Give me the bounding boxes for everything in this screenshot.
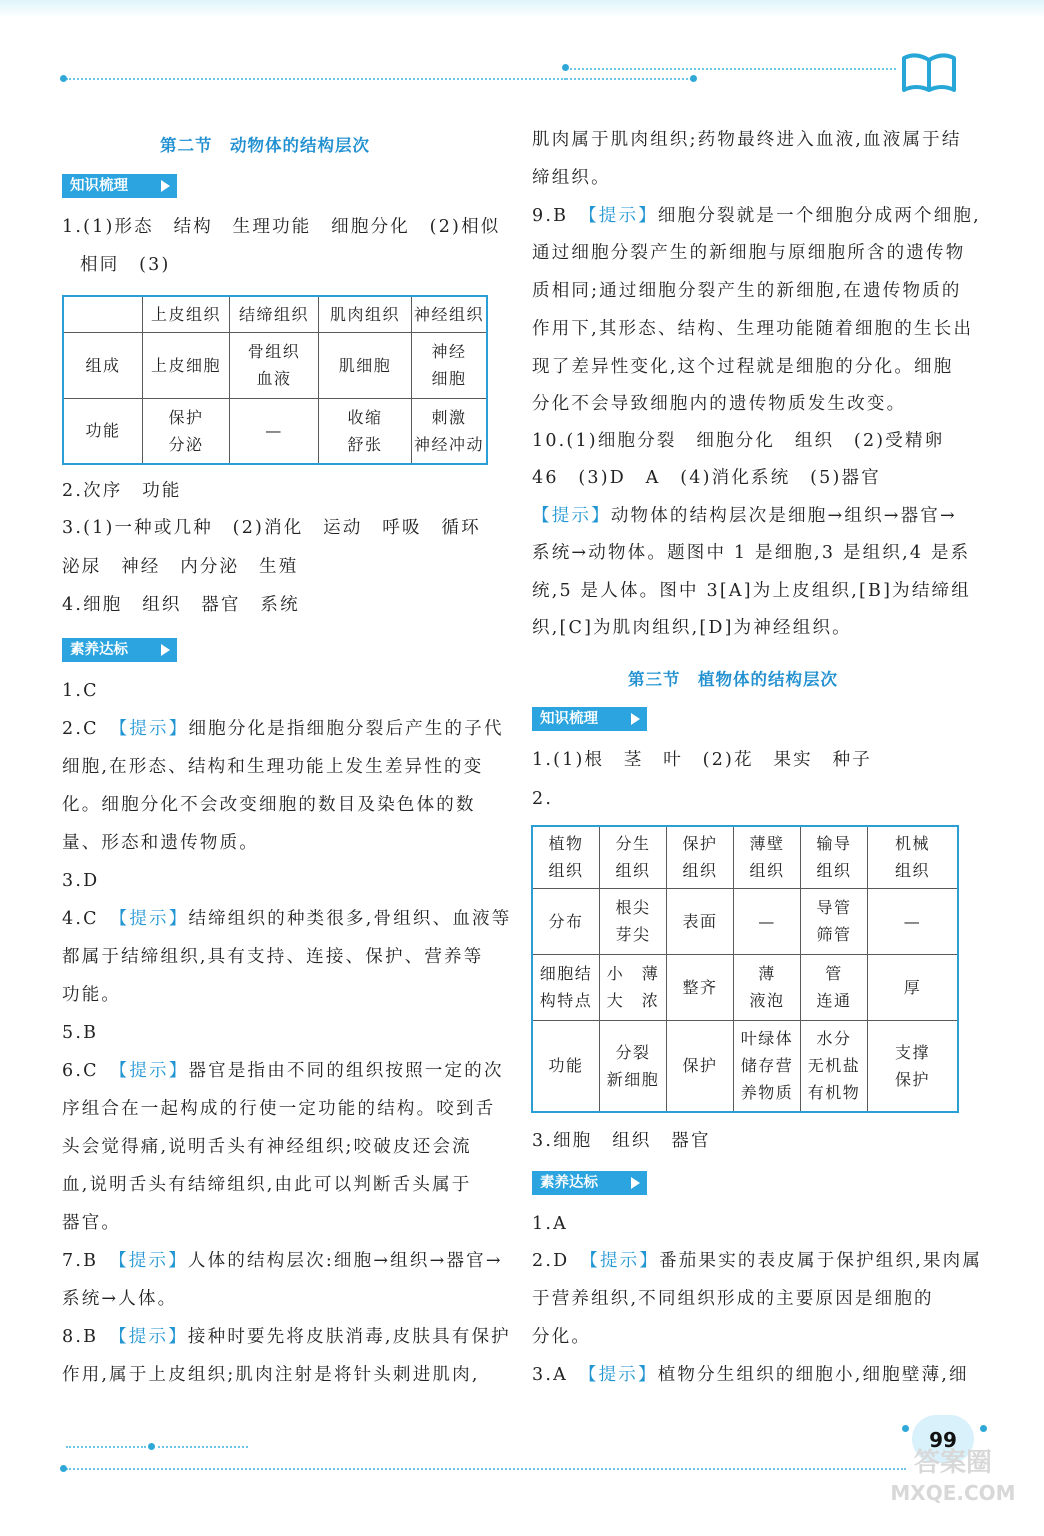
cell-line: 组织 — [816, 861, 852, 881]
cell-line: 筛管 — [816, 925, 852, 944]
hint-tag: 【提示】 — [118, 719, 189, 739]
answer-line: 分化。 — [532, 1327, 592, 1347]
watermark-logo — [868, 1448, 1038, 1528]
table-cell: 上皮组织 — [143, 296, 230, 332]
cell-line: 水分 — [816, 1029, 852, 1049]
banner-practice — [532, 1171, 647, 1195]
cell-line: 组织 — [894, 861, 930, 881]
answer-number: 9.B — [532, 206, 588, 226]
answer-line: 作用下,其形态、结构、生理功能随着细胞的生长出 — [532, 319, 974, 339]
table-cell — [801, 888, 868, 954]
answer-line: 质相同;通过细胞分裂产生的新细胞,在遗传物质的 — [532, 281, 962, 301]
cell-line: 分泌 — [168, 434, 204, 454]
header-dotted-line-left — [66, 78, 566, 80]
header-dotted-line-mid — [566, 78, 696, 80]
cell-line: 分生 — [615, 834, 651, 854]
cell-line: 细胞 — [431, 369, 467, 388]
table-cell: — — [230, 398, 319, 464]
answer-number: 7.B — [62, 1251, 118, 1271]
hint-tag: 【提示】 — [532, 506, 611, 526]
watermark-line: MXQE.COM — [890, 1481, 1016, 1505]
cell-line: 保护 — [682, 834, 718, 854]
answer-text: 番茄果实的表皮属于保护组织,果肉属 — [659, 1251, 983, 1271]
cell-line: 组织 — [548, 861, 584, 881]
cell-line: 输导 — [816, 834, 852, 854]
answer-line: 序组合在一起构成的行使一定功能的结构。咬到舌 — [62, 1099, 496, 1119]
hint-tag: 【提示】 — [118, 1061, 189, 1081]
answer-line — [62, 718, 504, 740]
answer-text: 植物分生组织的细胞小,细胞壁薄,细 — [657, 1365, 969, 1385]
answer-line: 3.D — [62, 871, 100, 891]
table-cell — [230, 332, 319, 398]
cell-line: 芽尖 — [615, 925, 651, 944]
table-cell — [801, 954, 868, 1020]
animal-tissue-table — [62, 295, 488, 465]
plant-tissue-table — [531, 825, 959, 1113]
answer-text: 人体的结构层次:细胞→组织→器官→ — [187, 1251, 503, 1271]
answer-number: 8.B — [62, 1327, 118, 1347]
table-cell: 肌肉组织 — [319, 296, 412, 332]
table-cell — [600, 888, 667, 954]
table-cell — [667, 826, 734, 888]
hint-tag: 【提示】 — [587, 206, 658, 226]
cell-line: 根尖 — [615, 898, 651, 917]
table-cell — [868, 826, 959, 888]
play-triangle-icon — [631, 1177, 640, 1189]
table-cell — [734, 954, 801, 1020]
table-cell — [63, 296, 143, 332]
answer-line — [62, 1250, 503, 1272]
answer-number: 2.C — [62, 719, 119, 739]
table-cell — [532, 954, 600, 1020]
table-cell: 上皮细胞 — [143, 332, 230, 398]
cell-line: 保护 — [168, 407, 204, 427]
cell-line: 细胞结 — [539, 964, 593, 983]
cell-line: 导管 — [816, 898, 852, 917]
cell-line: 大 浓 — [606, 991, 660, 1010]
banner-practice — [62, 638, 177, 662]
cell-line: 小 薄 — [606, 964, 660, 983]
answer-line: 2. — [532, 789, 554, 809]
table-cell — [734, 1020, 801, 1112]
answer-line: 1.(1)根 茎 叶 (2)花 果实 种子 — [532, 750, 872, 770]
cell-line: 神经 — [431, 342, 467, 361]
cell-line: 组织 — [682, 861, 718, 881]
footer-dotted-line — [158, 1446, 248, 1448]
cell-line: 血液 — [256, 369, 292, 388]
hint-tag: 【提示】 — [589, 1251, 660, 1271]
answer-number: 4.C — [62, 909, 119, 929]
cell-line: 分裂 — [615, 1042, 651, 1062]
cell-line: 组织 — [749, 861, 785, 881]
answer-line — [532, 205, 981, 227]
footer-dotted-line-long — [66, 1468, 906, 1470]
answer-line: 织,[C]为肌肉组织,[D]为神经组织。 — [532, 618, 852, 638]
table-cell: 保护 — [667, 1020, 734, 1112]
table-cell — [143, 398, 230, 464]
table-cell: 厚 — [868, 954, 959, 1020]
table-cell: 分布 — [532, 888, 600, 954]
answer-line: 1.A — [532, 1214, 568, 1234]
cell-line: 液泡 — [749, 991, 785, 1010]
answer-line: 2.次序 功能 — [62, 481, 182, 501]
table-cell — [868, 1020, 959, 1112]
cell-line: 骨组织 — [247, 342, 301, 361]
cell-line: 支撑 — [894, 1042, 930, 1062]
answer-line: 46 (3)D A (4)消化系统 (5)器官 — [532, 468, 881, 488]
cell-line: 连通 — [816, 991, 852, 1010]
answer-line: 血,说明舌头有结缔组织,由此可以判断舌头属于 — [62, 1175, 472, 1195]
play-triangle-icon — [161, 180, 170, 192]
header-dot — [60, 75, 67, 82]
cell-line: 薄 — [758, 964, 776, 983]
cell-line: 有机物 — [807, 1083, 861, 1103]
cell-line: 构特点 — [539, 991, 593, 1010]
answer-line: 细胞,在形态、结构和生理功能上发生差异性的变 — [62, 757, 484, 777]
answer-line: 分化不会导致细胞内的遗传物质发生改变。 — [532, 394, 907, 414]
answer-line — [62, 908, 511, 930]
answer-line: 系统→人体。 — [62, 1289, 178, 1309]
table-cell — [600, 1020, 667, 1112]
answer-line — [62, 1060, 504, 1082]
header-dot — [562, 64, 569, 71]
table-cell: 神经组织 — [412, 296, 488, 332]
answer-text: 细胞分化是指细胞分裂后产生的子代 — [188, 719, 504, 739]
answer-line: 4.细胞 组织 器官 系统 — [62, 595, 300, 615]
table-cell — [600, 954, 667, 1020]
cell-line: 保护 — [894, 1069, 930, 1089]
table-cell — [801, 826, 868, 888]
table-cell — [532, 826, 600, 888]
footer-dotted-line — [66, 1446, 146, 1448]
cell-line: 收缩 — [347, 407, 383, 427]
answer-line: 器官。 — [62, 1213, 122, 1233]
open-book-icon — [900, 50, 958, 94]
table-cell: 整齐 — [667, 954, 734, 1020]
cell-line: 新细胞 — [606, 1069, 660, 1089]
cell-line: 舒张 — [347, 434, 383, 454]
table-cell — [734, 826, 801, 888]
answer-line: 相同 (3) — [80, 255, 171, 275]
answer-line: 3.(1)一种或几种 (2)消化 运动 呼吸 循环 — [62, 518, 481, 538]
top-band — [0, 0, 1044, 18]
answer-text: 动物体的结构层次是细胞→组织→器官→ — [610, 506, 957, 526]
footer-dot — [902, 1425, 909, 1432]
page-number: 99 — [912, 1415, 974, 1463]
answer-line: 头会觉得痛,说明舌头有神经组织;咬破皮还会流 — [62, 1137, 472, 1157]
section-title: 第三节 植物体的结构层次 — [628, 670, 838, 689]
cell-line: 植物 — [548, 834, 584, 854]
table-cell: — — [734, 888, 801, 954]
cell-line: 薄壁 — [749, 834, 785, 854]
table-cell: 功能 — [63, 398, 143, 464]
banner-label: 知识梳理 — [70, 178, 128, 194]
answer-number: 3.A — [532, 1365, 588, 1385]
answer-line — [532, 1250, 982, 1272]
table-cell: — — [868, 888, 959, 954]
footer-dot — [60, 1465, 67, 1472]
banner-label: 知识梳理 — [540, 711, 598, 727]
answer-line: 1.C — [62, 681, 99, 701]
hint-tag: 【提示】 — [117, 1327, 188, 1347]
answer-line — [532, 1364, 969, 1386]
cell-line: 储存营 — [740, 1056, 794, 1076]
table-cell — [412, 398, 488, 464]
cell-line: 无机盐 — [807, 1056, 861, 1076]
play-triangle-icon — [161, 644, 170, 656]
cell-line: 管 — [825, 964, 843, 983]
table-cell: 组成 — [63, 332, 143, 398]
answer-line: 系统→动物体。题图中 1 是细胞,3 是组织,4 是系 — [532, 543, 971, 563]
answer-line: 1.(1)形态 结构 生理功能 细胞分化 (2)相似 — [62, 217, 501, 237]
answer-line: 量、形态和遗传物质。 — [62, 833, 259, 853]
answer-line — [62, 1326, 511, 1348]
banner-knowledge — [532, 707, 647, 731]
table-cell: 功能 — [532, 1020, 600, 1112]
answer-number: 2.D — [532, 1251, 590, 1271]
answer-number: 6.C — [62, 1061, 119, 1081]
hint-tag: 【提示】 — [118, 909, 189, 929]
answer-line: 泌尿 神经 内分泌 生殖 — [62, 557, 299, 577]
answer-text: 细胞分裂就是一个细胞分成两个细胞, — [657, 206, 981, 226]
footer-dot — [980, 1425, 987, 1432]
table-cell: 表面 — [667, 888, 734, 954]
cell-line: 刺激 — [431, 407, 467, 427]
header-dot — [690, 75, 697, 82]
table-cell — [319, 398, 412, 464]
table-cell: 结缔组织 — [230, 296, 319, 332]
cell-line: 组织 — [615, 861, 651, 881]
hint-tag: 【提示】 — [587, 1365, 658, 1385]
cell-line: 神经冲动 — [413, 434, 484, 454]
section-title: 第二节 动物体的结构层次 — [160, 136, 370, 155]
table-cell: 肌细胞 — [319, 332, 412, 398]
answer-line: 于营养组织,不同组织形成的主要原因是细胞的 — [532, 1289, 934, 1309]
answer-line: 现了差异性变化,这个过程就是细胞的分化。细胞 — [532, 357, 954, 377]
hint-tag: 【提示】 — [117, 1251, 188, 1271]
cell-line: 养物质 — [740, 1083, 794, 1103]
banner-knowledge — [62, 174, 177, 198]
header-dotted-line-right — [566, 68, 896, 70]
table-cell — [600, 826, 667, 888]
table-cell — [412, 332, 488, 398]
answer-line: 化。细胞分化不会改变细胞的数目及染色体的数 — [62, 795, 476, 815]
answer-line: 统,5 是人体。图中 3[A]为上皮组织,[B]为结缔组 — [532, 581, 971, 601]
banner-label: 素养达标 — [70, 642, 128, 658]
table-cell — [801, 1020, 868, 1112]
cell-line: 机械 — [894, 834, 930, 854]
answer-line: 作用,属于上皮组织;肌肉注射是将针头刺进肌肉, — [62, 1365, 480, 1385]
cell-line: 叶绿体 — [740, 1029, 794, 1049]
answer-line: 肌肉属于肌肉组织;药物最终进入血液,血液属于结 — [532, 130, 962, 150]
answer-line: 功能。 — [62, 985, 122, 1005]
answer-line: 都属于结缔组织,具有支持、连接、保护、营养等 — [62, 947, 484, 967]
watermark-line: 答案圈 — [913, 1448, 992, 1478]
footer-dot — [148, 1443, 155, 1450]
play-triangle-icon — [631, 713, 640, 725]
answer-line — [532, 505, 957, 527]
answer-line: 通过细胞分裂产生的新细胞与原细胞所含的遗传物 — [532, 243, 966, 263]
answer-line: 缔组织。 — [532, 168, 611, 188]
answer-text: 器官是指由不同的组织按照一定的次 — [188, 1061, 504, 1081]
answer-line: 10.(1)细胞分裂 细胞分化 组织 (2)受精卵 — [532, 431, 945, 451]
answer-line: 3.细胞 组织 器官 — [532, 1131, 711, 1151]
answer-line: 5.B — [62, 1023, 99, 1043]
answer-text: 接种时要先将皮肤消毒,皮肤具有保护 — [187, 1327, 511, 1347]
answer-text: 结缔组织的种类很多,骨组织、血液等 — [188, 909, 512, 929]
banner-label: 素养达标 — [540, 1175, 598, 1191]
